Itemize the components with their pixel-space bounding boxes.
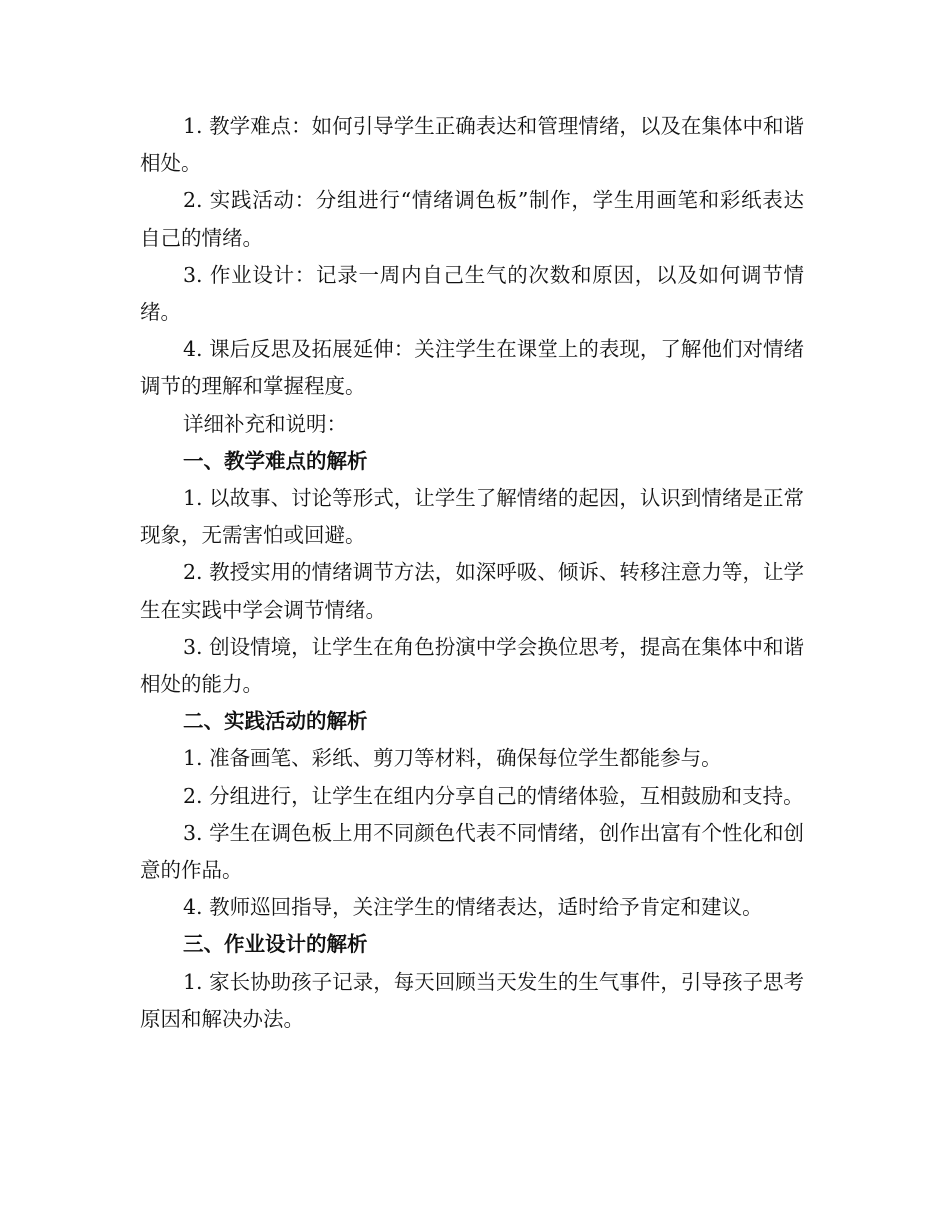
- section-heading-difficulty: 一、教学难点的解析: [183, 448, 368, 473]
- document-body: [140, 108, 804, 1038]
- paragraph-difficulty-2: 2. 教授实用的情绪调节方法，如深呼吸、倾诉、转移注意力等，让学生在实践中学会调节情绪。: [140, 560, 804, 622]
- paragraph-practice-2: 2. 分组进行，让学生在组内分享自己的情绪体验，互相鼓励和支持。: [183, 783, 804, 808]
- paragraph-homework-design: 3. 作业设计：记录一周内自己生气的次数和原因，以及如何调节情绪。: [140, 262, 804, 325]
- paragraph-practice-4: 4. 教师巡回指导，关注学生的情绪表达，适时给予肯定和建议。: [183, 895, 763, 920]
- paragraph-practice-activity: 2. 实践活动：分组进行“情绪调色板”制作，学生用画笔和彩纸表达自己的情绪。: [140, 188, 804, 250]
- paragraph-practice-3: 3. 学生在调色板上用不同颜色代表不同情绪，创作出富有个性化和创意的作品。: [140, 820, 804, 883]
- paragraph-difficulty: 1. 教学难点：如何引导学生正确表达和管理情绪，以及在集体中和谐相处。: [140, 114, 804, 176]
- paragraph-difficulty-1: 1. 以故事、讨论等形式，让学生了解情绪的起因，认识到情绪是正常现象，无需害怕或回避。: [140, 486, 804, 548]
- section-heading-practice: 二、实践活动的解析: [183, 709, 368, 734]
- paragraph-homework-1: 1. 家长协助孩子记录，每天回顾当天发生的生气事件，引导孩子思考原因和解决办法。: [140, 969, 804, 1031]
- paragraph-practice-1: 1. 准备画笔、彩纸、剪刀等材料，确保每位学生都能参与。: [183, 746, 722, 771]
- section-heading-homework: 三、作业设计的解析: [183, 932, 368, 957]
- paragraph-reflection: 4. 课后反思及拓展延伸：关注学生在课堂上的表现，了解他们对情绪调节的理解和掌握程度。: [140, 337, 804, 399]
- paragraph-supplement-intro: 详细补充和说明：: [183, 411, 347, 436]
- paragraph-difficulty-3: 3. 创设情境，让学生在角色扮演中学会换位思考，提高在集体中和谐相处的能力。: [140, 634, 804, 697]
